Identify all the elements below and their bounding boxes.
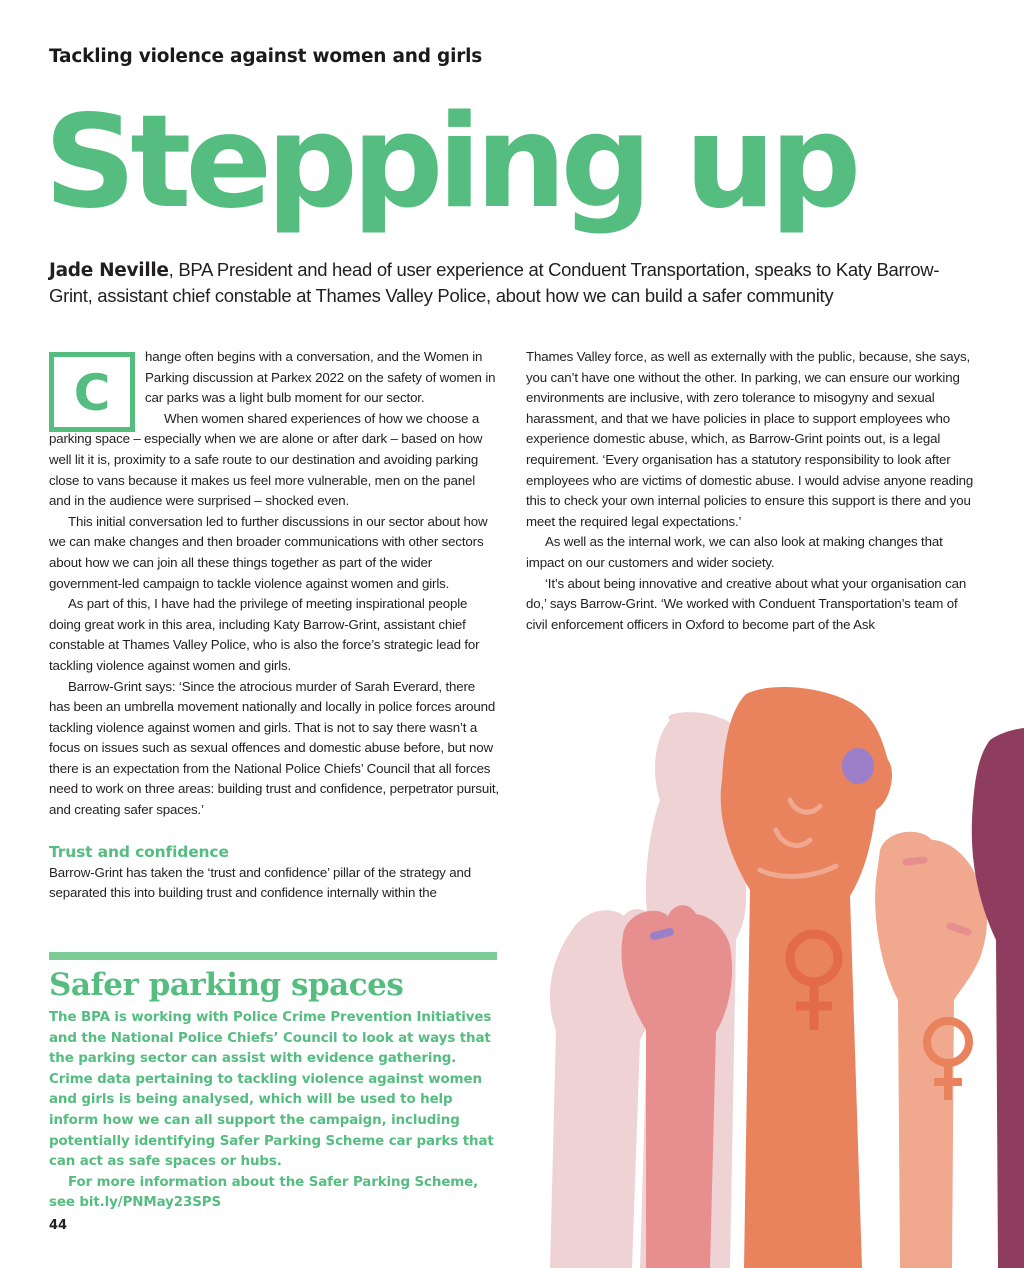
sidebar-body	[49, 1008, 499, 1214]
section-kicker: Tackling violence against women and girls	[49, 46, 483, 67]
paragraph: ‘It’s about being innovative and creative about what your organisation can do,’ says Barrow-Grint. ‘We worked with Conduent Transportation’s team of civil enforcement officers in Oxford to become part of the Ask	[526, 575, 967, 632]
drop-cap-letter: C	[73, 364, 111, 422]
subheading: Trust and confidence	[49, 842, 229, 861]
raised-fists-illustration	[520, 680, 1024, 1268]
paragraph: This initial conversation led to further discussions in our sector about how we can make changes and then broader communications with other sectors about how we can join all these things together as part of the wider government-led campaign to tackle violence against women and girls.	[49, 513, 488, 591]
paragraph: As part of this, I have had the privilege of meeting inspirational people doing great work in this area, including Katy Barrow-Grint, assistant chief constable at Thames Valley Police, who is also the force’s strategic lead for tackling violence against women and girls.	[49, 596, 480, 673]
sidebar-paragraph	[49, 1173, 499, 1214]
paragraph: As well as the internal work, we can also look at making changes that impact on our customers and wider society.	[526, 534, 943, 570]
paragraph: Barrow-Grint says: ‘Since the atrocious murder of Sarah Everard, there has been an umbrella movement nationally and locally in police forces around tackling violence against women and girls. That is not to say there wasn’t a focus on issues such as sexual offences and domestic abuse before, but now there is an expectation from the National Police Chiefs’ Council that all forces need to work on three areas: building trust and confidence, perpetrator pursuit, and creating safer spaces.’	[49, 678, 499, 818]
fist-plum	[972, 728, 1024, 1268]
drop-cap	[49, 349, 135, 429]
sidebar-title: Safer parking spaces	[49, 967, 404, 1003]
paragraph: When women shared experiences of how we choose a parking space – especially when we are alone or after dark – based on how well lit it is, proximity to a safe route to our destination and avoiding parking close to vans because it makes us feel more vulnerable, men on the panel and in the audience were surprised – shocked even.	[49, 410, 483, 509]
sidebar-more-info: For more information about the Safer Parking Scheme, see	[49, 1174, 479, 1211]
author-name: Jade Neville	[49, 260, 169, 281]
article-title: Stepping up	[44, 88, 856, 237]
sidebar-paragraph: The BPA is working with Police Crime Prevention Initiatives and the National Police Chiefs’ Council to look at ways that the parking sector can assist with evidence gathering. Crime data pertaining to tackling violence against women and girls is being analysed, which will be used to help inform how we can all support the campaign, including potentially identifying Safer Parking Scheme car parks that can act as safe spaces or hubs.	[49, 1010, 494, 1170]
article-column-2	[526, 347, 978, 635]
standfirst	[49, 257, 949, 308]
page-number: 44	[49, 1218, 68, 1233]
article-column-1	[49, 347, 499, 904]
paragraph: hange often begins with a conversation, and the Women in Parking discussion at Parkex 2022 on the safety of women in car parks was a light bulb moment for our sector.	[145, 349, 496, 406]
sidebar-link[interactable]: bit.ly/PNMay23SPS	[79, 1195, 222, 1211]
paragraph: Thames Valley force, as well as externally with the public, because, she says, you can’t have one without the other. In parking, we can ensure our working environments are inclusive, with zero tolerance to misogyny and sexual harassment, and that we have policies in place to support employees who experience domestic abuse, which, as Barrow-Grint points out, is a legal requirement. ‘Every organisation has a statutory responsibility to look after employees who are victims of domestic abuse. I would advise anyone reading this to check your own internal policies to ensure this support is there and you meet the required legal expectations.’	[526, 349, 974, 529]
standfirst-text: , BPA President and head of user experience at Conduent Transportation, speaks to Katy Barrow-Grint, assistant chief constable at Thames Valley Police, about how we can build a safer community	[49, 259, 940, 306]
paragraph: Barrow-Grint has taken the ‘trust and confidence’ pillar of the strategy and separated this into building trust and confidence internally within the	[49, 864, 471, 901]
sidebar-rule	[49, 952, 497, 960]
